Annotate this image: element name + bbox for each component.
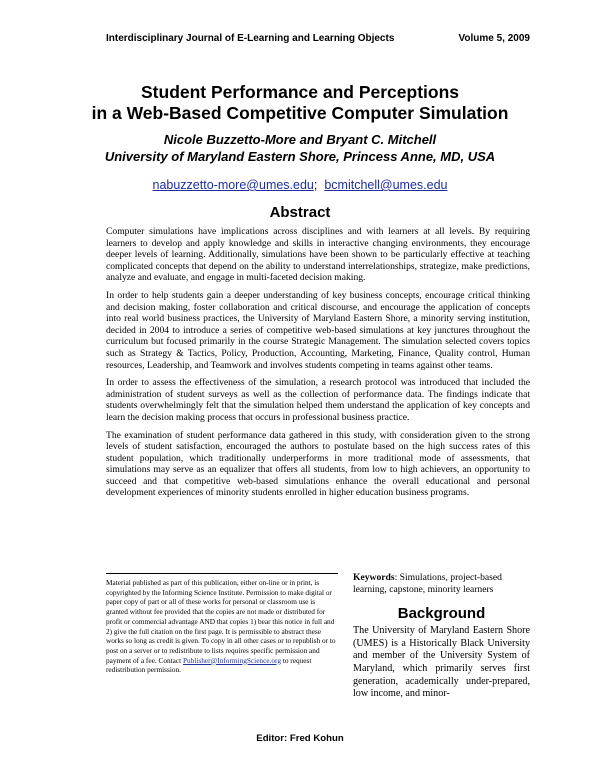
- copyright-text: Material published as part of this publication, either on-line or in print, is copyrighted by the Informing Science Institute. Permission to make digital or paper copy of part or all of these works for personal or classroom use is granted without fee provided that the copies are not made or distributed for profit or commercial advantage AND that copies 1) bear this notice in full and 2) give the full citation on the first page. It is permissible to abstract these works so long as credit is given. To copy in all other cases or to republish or to post on a server or to redistribute to lists requires specific permission and payment of a fee. Contact: [106, 578, 336, 665]
- abstract-paragraph: In order to help students gain a deeper understanding of key business concepts, encourage critical thinking and decision making, foster collaboration and critical discourse, and encourage the application of concepts into real world business practices, the University of Maryland Eastern Shore, a minority serving institution, decided in 2004 to introduce a series of competitive web-based simulations at key junctures throughout the curriculum but focused primarily in the course Strategic Management. The simulation selected covers topics such as Strategy & Tactics, Policy, Production, Accounting, Marketing, Finance, Quality control, Human resources, Leadership, and Teamwork and involves students competing in teams against other teams.: [106, 289, 530, 371]
- background-text: The University of Maryland Eastern Shore (UMES) is a Historically Black University and member of the University System of Maryland, which primarily serves first generation, academically under-prepared, low income, and minor-: [353, 625, 530, 700]
- author-names: Nicole Buzzetto-More and Bryant C. Mitchell: [163, 132, 437, 147]
- abstract-heading: Abstract: [269, 204, 331, 221]
- copyright-notice: [106, 573, 338, 675]
- journal-name: Interdisciplinary Journal of E-Learning and Learning Objects: [106, 33, 395, 44]
- email-separator: ;: [313, 178, 318, 192]
- copyright-suffix: to request redistribution permission.: [106, 655, 312, 675]
- title-line-2: in a Web-Based Competitive Computer Simulation: [91, 103, 509, 123]
- running-header: [106, 33, 530, 44]
- abstract-paragraph: The examination of student performance data gathered in this study, with consideration given to the strong levels of student satisfaction, encouraged the authors to postulate based on the high success rates of this student population, which traditionally underperforms in more traditional mode of assessments, that simulations may serve as an equalizer that offers all students, from low to high achievers, an opportunity to succeed and that competitive web-based simulations enhance the overall educational and personal development experiences of minority students enrolled in higher education business programs.: [106, 429, 530, 499]
- volume-label: Volume 5, 2009: [458, 33, 530, 44]
- paper-title: [60, 82, 540, 124]
- right-column: [353, 572, 530, 701]
- title-line-1: Student Performance and Perceptions: [141, 82, 459, 102]
- email-link-2[interactable]: bcmitchell@umes.edu: [324, 178, 448, 192]
- keywords-label: Keywords: [353, 572, 395, 583]
- abstract-paragraph: Computer simulations have implications across disciplines and with learners at all levels. By requiring learners to develop and apply knowledge and skills in interactive changing environments, they encourage deeper levels of learning. Additionally, simulations have been shown to be particularly effective at teaching complicated concepts that depend on the ability to understand interrelationships, strategize, make predictions, analyze and evaluate, and engage in multi-faceted decision making.: [106, 226, 530, 284]
- author-block: [60, 131, 540, 165]
- email-link-1[interactable]: nabuzzetto-more@umes.edu: [152, 178, 314, 192]
- abstract-body: [106, 226, 530, 505]
- email-line: [60, 178, 540, 192]
- background-heading: Background: [397, 605, 486, 623]
- abstract-paragraph: In order to assess the effectiveness of the simulation, a research protocol was introduced that included the administration of student surveys as well as the collection of performance data. The findings indicate that students overwhelmingly felt that the simulation helped them understand the application of key concepts and learn the decision making process that occurs in professional business practice.: [106, 377, 530, 423]
- author-affiliation: University of Maryland Eastern Shore, Princess Anne, MD, USA: [104, 149, 496, 164]
- editor-footer: Editor: Fred Kohun: [256, 733, 344, 744]
- publisher-email-link[interactable]: Publisher@InformingScience.org: [183, 655, 281, 665]
- keywords: [353, 572, 530, 595]
- keywords-text: : Simulations, project-based learning, capstone, minority learners: [353, 572, 502, 595]
